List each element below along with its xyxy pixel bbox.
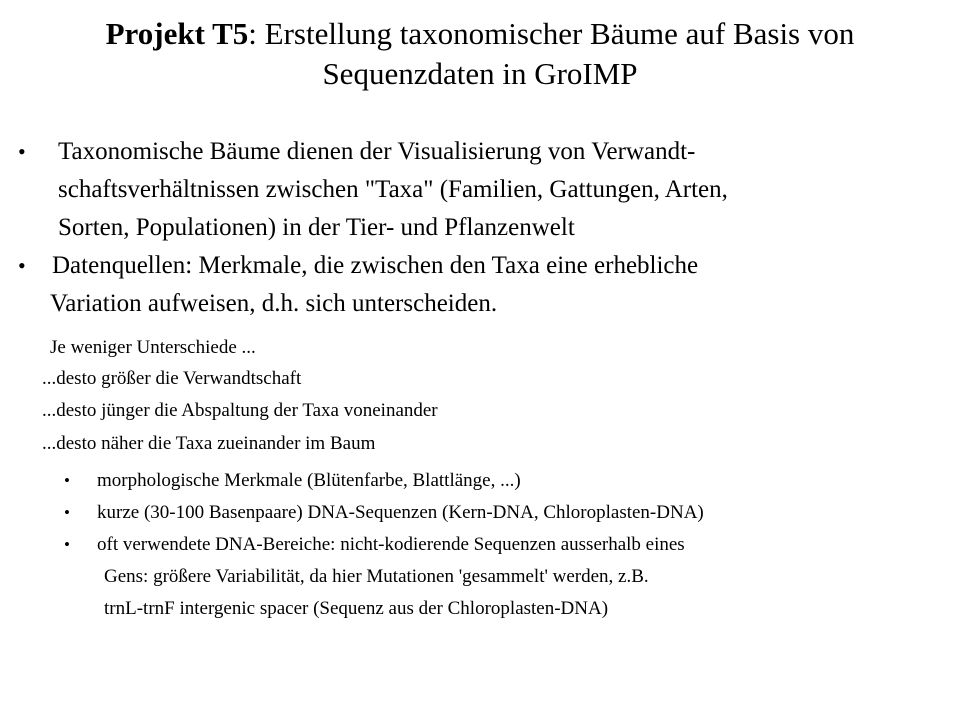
bullet-1-line-3: Sorten, Populationen) in der Tier- und Pflanzenwelt — [58, 214, 575, 241]
sub-bullet-marker: • — [64, 471, 70, 490]
bullet-1-line-2: schaftsverhältnissen zwischen "Taxa" (Familien, Gattungen, Arten, — [58, 176, 728, 203]
bullet-1-line-1: Taxonomische Bäume dienen der Visualisierung von Verwandt- — [58, 138, 696, 165]
sub-bullet-3-line-1: oft verwendete DNA-Bereiche: nicht-kodierende Sequenzen ausserhalb eines — [97, 534, 685, 555]
title-line-1-text: : Erstellung taxonomischer Bäume auf Basis von — [248, 16, 855, 51]
sub-bullet-marker: • — [64, 503, 70, 522]
sub-bullet-3-line-3: trnL-trnF intergenic spacer (Sequenz aus der Chloroplasten-DNA) — [104, 598, 609, 619]
title-project-label: Projekt T5 — [105, 16, 249, 51]
slide-title — [0, 14, 960, 94]
title-line-2: Sequenzdaten in GroIMP — [322, 56, 638, 91]
bullet-marker: • — [18, 253, 26, 278]
note-line-3: ...desto jünger die Abspaltung der Taxa voneinander — [42, 400, 438, 421]
sub-bullet-marker: • — [64, 535, 70, 554]
note-line-2: ...desto größer die Verwandtschaft — [42, 368, 302, 389]
sub-bullet-3-line-2: Gens: größere Variabilität, da hier Mutationen 'gesammelt' werden, z.B. — [104, 566, 649, 587]
title-line-1 — [0, 14, 960, 54]
sub-bullet-2-line-1: kurze (30-100 Basenpaare) DNA-Sequenzen (Kern-DNA, Chloroplasten-DNA) — [97, 502, 704, 523]
bullet-2-line-1: Datenquellen: Merkmale, die zwischen den Taxa eine erhebliche — [52, 252, 699, 279]
note-line-1: Je weniger Unterschiede ... — [50, 337, 256, 358]
bullet-2-line-2: Variation aufweisen, d.h. sich unterscheiden. — [50, 290, 498, 317]
bullet-marker: • — [18, 139, 26, 164]
note-line-4: ...desto näher die Taxa zueinander im Baum — [42, 433, 376, 454]
sub-bullet-1-line-1: morphologische Merkmale (Blütenfarbe, Blattlänge, ...) — [97, 470, 521, 491]
